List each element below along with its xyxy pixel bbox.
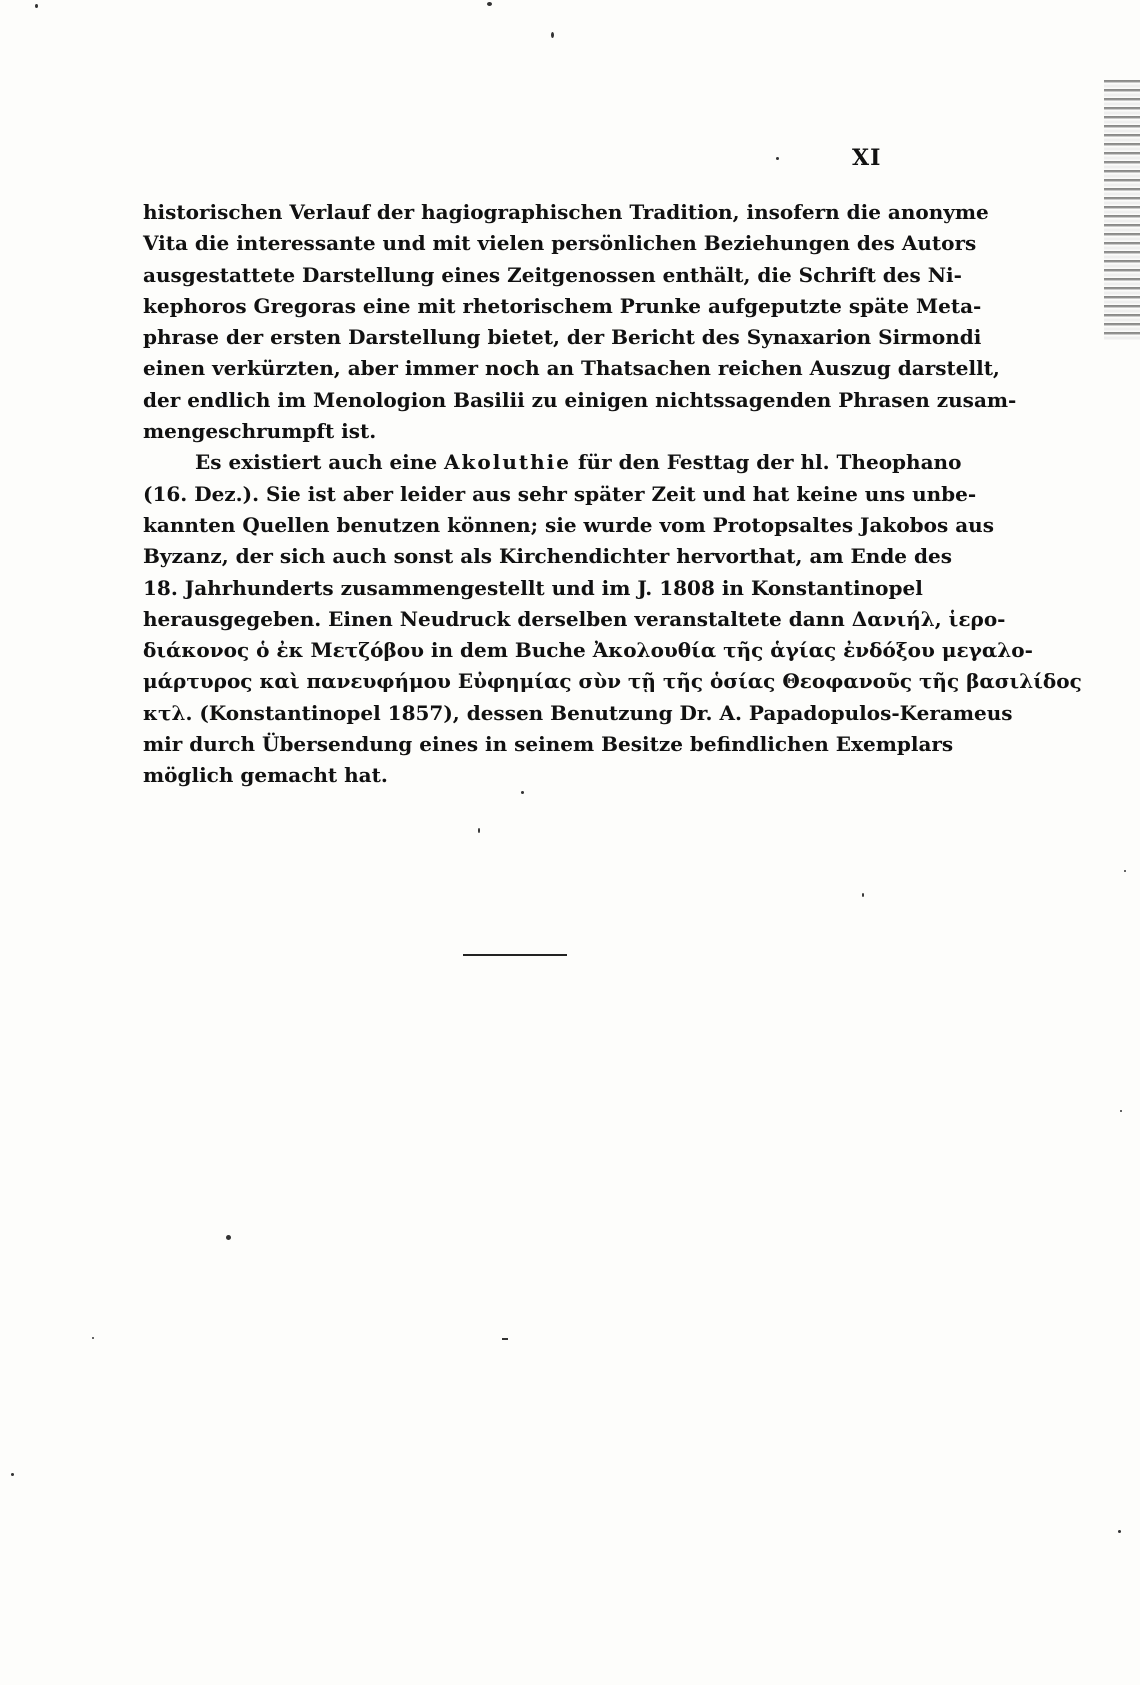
scan-speck — [862, 893, 864, 897]
text-line: möglich gemacht hat. — [143, 763, 388, 788]
scan-speck — [1118, 1530, 1121, 1533]
spaced-term: Akoluthie — [444, 450, 571, 475]
scan-speck — [226, 1235, 231, 1240]
scan-speck — [1124, 870, 1126, 872]
text-line: κτλ. (Konstantinopel 1857), dessen Benutzung Dr. A. Papadopulos-Kerameus — [143, 700, 1013, 725]
scan-speck — [502, 1338, 508, 1340]
scan-speck — [11, 1473, 14, 1476]
text-fragment: Es existiert auch eine — [195, 450, 445, 475]
scan-speck — [551, 32, 554, 38]
text-line: der endlich im Menologion Basilii zu einigen nichtssagenden Phrasen zusam- — [143, 387, 1017, 412]
text-line: mir durch Übersendung eines in seinem Besitze befindlichen Exemplars — [143, 732, 954, 757]
text-line: 18. Jahrhunderts zusammengestellt und im J. 1808 in Konstantinopel — [143, 575, 923, 600]
section-divider-rule — [463, 954, 567, 956]
text-line: kephoros Gregoras eine mit rhetorischem Prunke aufgeputzte späte Meta- — [143, 293, 982, 318]
text-line: phrase der ersten Darstellung bietet, der Bericht des Synaxarion Sirmondi — [143, 325, 982, 350]
text-line: Byzanz, der sich auch sonst als Kirchendichter hervorthat, am Ende des — [143, 544, 952, 569]
text-line: herausgegeben. Einen Neudruck derselben veranstaltete dann Δανιήλ, ἱερο- — [143, 606, 1006, 631]
text-fragment: für den Festtag der hl. Theophano — [570, 450, 962, 475]
text-line: Vita die interessante und mit vielen persönlichen Beziehungen des Autors — [143, 231, 977, 256]
scan-speck — [92, 1337, 94, 1339]
paragraph-1 — [143, 197, 1017, 447]
scan-speck — [521, 791, 524, 794]
scan-speck — [35, 4, 38, 8]
paragraph-2 — [143, 447, 1082, 791]
text-line: einen verkürzten, aber immer noch an Thatsachen reichen Auszug darstellt, — [143, 356, 1000, 381]
page-edge-shadow — [1104, 80, 1140, 340]
page-number: XI — [852, 145, 882, 171]
greek-text-line: μάρτυρος καὶ πανευφήμου Εὐφημίας σὺν τῇ τῆς ὁσίας Θεοφανοῦς τῆς βασιλίδος — [143, 669, 1082, 694]
text-line: kannten Quellen benutzen können; sie wurde vom Protopsaltes Jakobos aus — [143, 512, 994, 537]
scan-speck — [487, 2, 492, 6]
scan-speck — [478, 828, 480, 833]
text-line: historischen Verlauf der hagiographischen Tradition, insofern die anonyme — [143, 200, 989, 224]
greek-text-line: διάκονος ὁ ἐκ Μετζόβου in dem Buche Ἀκολουθία τῆς ἁγίας ἐνδόξου μεγαλο- — [143, 638, 1033, 663]
body-text — [143, 197, 1082, 792]
scan-speck — [776, 157, 779, 160]
text-line: (16. Dez.). Sie ist aber leider aus sehr später Zeit und hat keine uns unbe- — [143, 481, 977, 506]
text-line-first — [143, 447, 962, 478]
scan-speck — [1120, 1110, 1122, 1112]
text-line: ausgestattete Darstellung eines Zeitgenossen enthält, die Schrift des Ni- — [143, 262, 962, 287]
text-line: mengeschrumpft ist. — [143, 419, 377, 444]
